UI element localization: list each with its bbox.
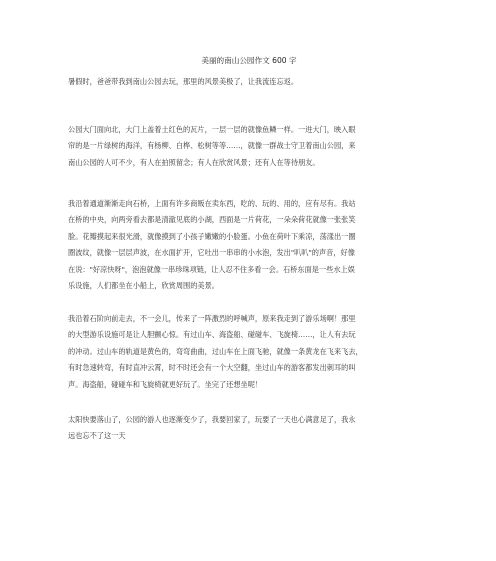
text-line: 声。海盗船，碰碰车和飞旋椅就更好玩了。坐完了还想坐呢！ [68,379,263,389]
text-line: 太阳快要落山了，公园的游人也逐渐变少了，我要回家了，玩要了一天也心满意足了，我永 [68,415,356,424]
paragraph-4 [68,311,430,393]
paragraph-2 [68,122,430,171]
paragraph-3 [68,196,430,294]
text-line: 帘的是一片绿树的海洋，有杨柳、白桦、松树等等……，就像一群战士守卫着南山公园，来 [68,141,356,151]
text-line: 圈波纹，就像一层层声波，在水面扩开，它吐出一串串的小水泡，发出"叭叭"的声音，好像 [68,248,355,258]
text-line: 在桥的中央，向两旁看去都是清澈见底的小湖，西面是一片荷花，一朵朵荷花就像一张张笑 [68,215,356,225]
text-line: 的冲动。过山车的轨道是黄色的，弯弯曲曲，过山车在上面飞驰，就像一条黄龙在飞来飞去， [68,346,363,356]
text-line: 公园大门面向北，大门上盖着土红色的瓦片，一层一层的就像鱼鳞一样。一进大门，映入眼 [68,125,356,134]
document-page [68,0,430,561]
paragraph-1 [68,74,430,90]
page-title: 美丽的南山公园作文 600 字 [201,56,297,65]
text-line: 脸。花瓣摸起来很光滑，就像摸到了小孩子嫩嫩的小脸蛋。小鱼在荷叶下乘凉，荡漾出一圈 [68,231,356,241]
paragraph-5 [68,412,430,445]
text-line: 的大型游乐设施可是让人胆颤心惊。有过山车、海盗船、碰碰车、飞旋椅……，让人有去玩 [68,330,356,340]
text-line: 在说："好凉快呀"，泡泡就像一串珍珠项链，让人忍不住多看一会。石桥东面是一些水上娱 [68,264,355,274]
text-line: 南山公园的人可不少，有人在拍照留念；有人在欣赏风景；还有人在等待朋友。 [68,157,320,167]
text-line: 乐设施，人们都坐在小船上，欣赏周围的美景。 [68,281,219,291]
text-line: 我沿着通道渐渐走向石桥，上面有许多商贩在卖东西，吃的、玩的、用的，应有尽有。我站 [68,199,356,208]
text-line: 我沿着石阶向前走去，不一会儿，传来了一阵激烈的呼喊声，原来我走到了游乐场啊！那里 [68,314,356,323]
text-line: 远也忘不了这一天 [68,431,126,441]
text-line: 暑假时，爸爸带我到南山公园去玩，那里的风景美极了，让我流连忘返。 [68,77,299,86]
text-line: 有时急速转弯，有时直冲云霄，时不时还会有一个大空翻，坐过山车的游客都发出刺耳的叫 [68,363,356,373]
